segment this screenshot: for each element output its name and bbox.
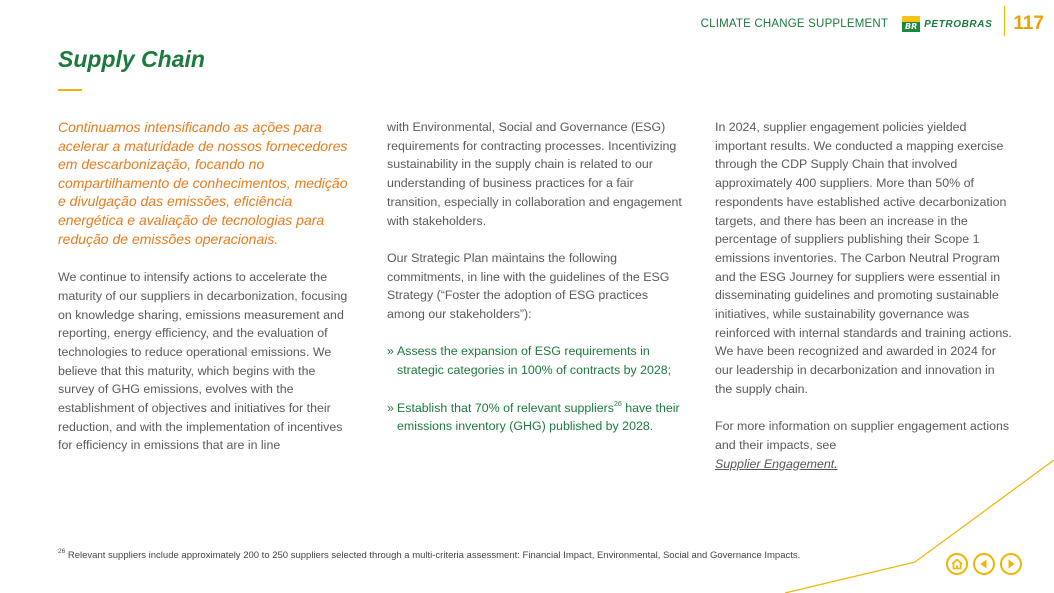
title-underline: [58, 89, 82, 91]
column-1: [58, 118, 348, 455]
logo-wordmark: PETROBRAS: [924, 18, 993, 30]
next-page-icon: [1005, 558, 1017, 570]
commitment-bullet-2: [387, 399, 687, 436]
document-title: CLIMATE CHANGE SUPPLEMENT: [700, 18, 889, 30]
page-number: 117: [1013, 13, 1044, 34]
bullet-marker: »: [387, 400, 394, 415]
footnote-reference[interactable]: 26: [613, 400, 622, 408]
previous-page-button[interactable]: [973, 553, 995, 575]
bullet-marker: »: [387, 344, 394, 359]
column-3-paragraph-1: In 2024, supplier engagement policies yielded important results. We conducted a mapping exercise through the CDP Supply Chain that involved approximately 400 suppliers. More than 50% of respondents have established active decarbonization targets, and there has been an increase in the percentage of suppliers publishing their Scope 1 emissions inventories. The Carbon Neutral Program and the ESG Journey for suppliers were essential in disseminating guidelines and promoting sustainable initiatives, while sustainability governance was reinforced with internal standards and training actions. We have been recognized and awarded in 2024 for our leadership in decarbonization and innovation in the supply chain.: [715, 120, 1012, 396]
column-2: [387, 118, 687, 436]
page-navigation: [946, 553, 1022, 575]
header-divider: [1004, 6, 1005, 36]
column-3: [715, 118, 1015, 473]
home-button[interactable]: [946, 553, 968, 575]
next-page-button[interactable]: [1000, 553, 1022, 575]
supplier-engagement-link[interactable]: Supplier Engagement.: [715, 456, 838, 471]
footnote: [58, 550, 800, 561]
column-2-paragraph-1: with Environmental, Social and Governance (ESG) requirements for contracting processes. Incentivizing sustainability in the supply chain is related to our understanding of business practices for a fair transition, especially in collaboration and engagement with stakeholders.: [387, 120, 682, 228]
prev-page-icon: [978, 558, 990, 570]
portuguese-lead-paragraph: Continuamos intensificando as ações para acelerar a maturidade de nossos fornecedores em descarbonização, focando no compartilhamento de conhecimentos, medição e divulgação das emissões, eficiência energética e avaliação de tecnologias para redução de emissões operacionais.: [58, 119, 348, 247]
column-1-body: We continue to intensify actions to accelerate the maturity of our suppliers in decarbonization, focusing on knowledge sharing, emissions measurement and reporting, energy efficiency, and the evaluation of technologies to reduce operational emissions. We believe that this maturity, which begins with the survey of GHG emissions, evolves with the establishment of objectives and initiatives for their reduction, and with the implementation of incentives for efficiency in emissions that are in line: [58, 270, 348, 453]
bullet-text-before: Establish that 70% of relevant suppliers: [397, 400, 614, 415]
bullet-text: Assess the expansion of ESG requirements in strategic categories in 100% of contracts by 2028;: [397, 344, 672, 378]
commitment-bullet-1: [387, 342, 687, 379]
footnote-number: 26: [58, 548, 66, 555]
section-title: Supply Chain: [58, 46, 205, 72]
column-3-paragraph-2: For more information on supplier engagement actions and their impacts, see: [715, 419, 1010, 452]
home-icon: [950, 557, 964, 571]
footnote-text: Relevant suppliers include approximately 200 to 250 suppliers selected through a multi-criteria assessment: Financial Impact, Environmental, Social and Governance Impacts.: [65, 550, 801, 561]
br-logo-icon: [902, 16, 920, 32]
page-header: [701, 12, 1054, 36]
logo-mark-text: BR: [905, 22, 918, 31]
petrobras-logo: [902, 16, 992, 32]
bullet-text-after: have their emissions inventory (GHG) published by 2028.: [397, 400, 680, 434]
column-2-paragraph-2: Our Strategic Plan maintains the following commitments, in line with the guidelines of the ESG Strategy (“Foster the adoption of ESG practices among our stakeholders”):: [387, 250, 670, 322]
